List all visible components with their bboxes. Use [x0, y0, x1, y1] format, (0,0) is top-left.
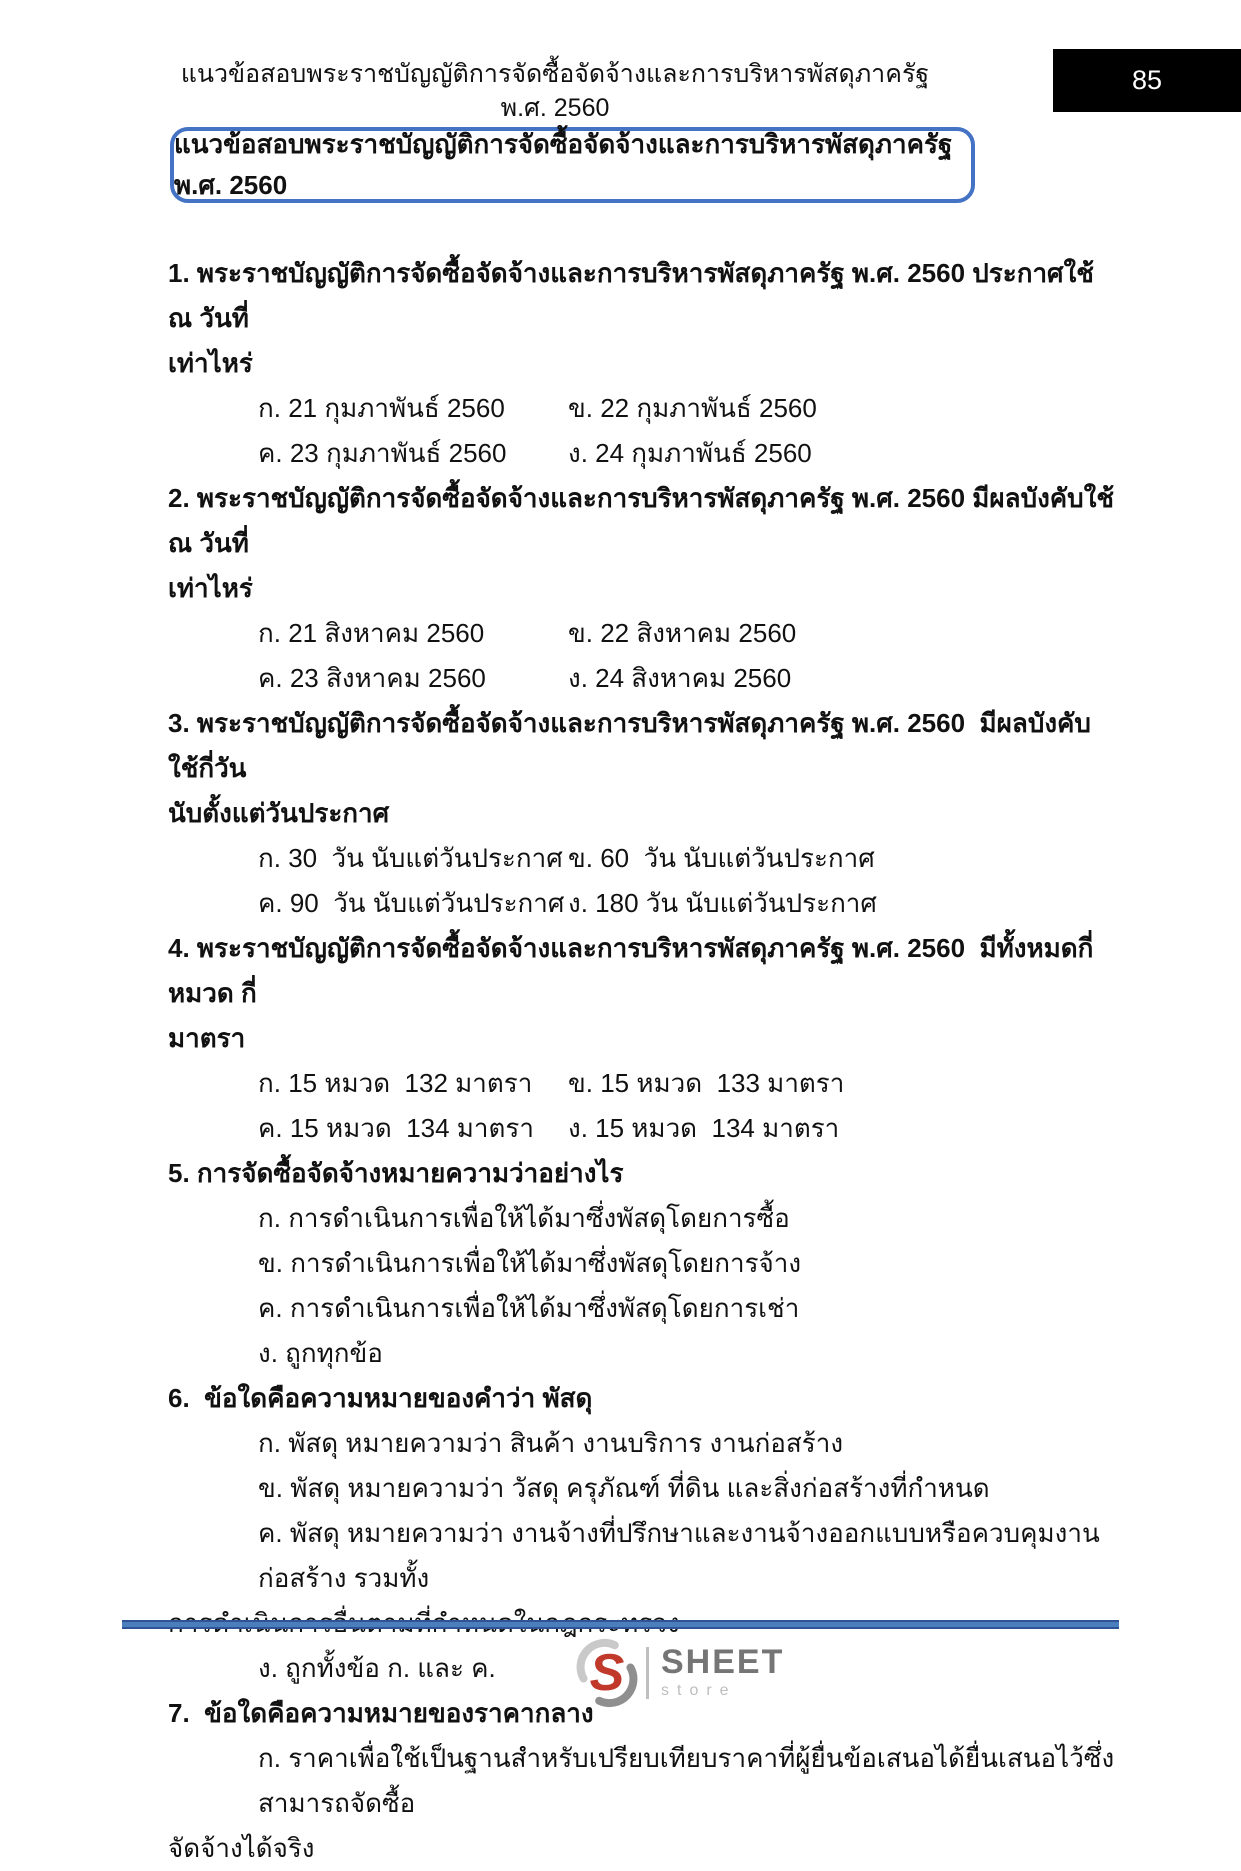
option-c: ค. 23 สิงหาคม 2560	[258, 663, 486, 693]
title-box	[170, 127, 975, 203]
question-4	[168, 926, 1120, 1151]
option-a: ก. 21 สิงหาคม 2560	[258, 618, 485, 648]
question-text-line: 7. ข้อใดคือความหมายของราคากลาง	[168, 1698, 594, 1728]
logo-letter: S	[589, 1644, 625, 1702]
question-text-line: เท่าไหร่	[168, 573, 253, 603]
option-c: ค. พัสดุ หมายความว่า งานจ้างที่ปรึกษาและงานจ้างออกแบบหรือควบคุมงานก่อสร้าง รวมทั้ง	[258, 1518, 1100, 1593]
page-header-title: แนวข้อสอบพระราชบัญญัติการจัดซื้อจัดจ้างและการบริหารพัสดุภาครัฐ พ.ศ. 2560	[180, 60, 937, 122]
options-row	[168, 881, 1120, 926]
options-row	[168, 1061, 1120, 1106]
question-1	[168, 251, 1120, 476]
question-text-line: 4. พระราชบัญญัติการจัดซื้อจัดจ้างและการบริหารพัสดุภาครัฐ พ.ศ. 2560 มีทั้งหมดกี่หมวด กี่	[168, 933, 1094, 1008]
page-number: 85	[1131, 65, 1163, 95]
options-row	[168, 1106, 1120, 1151]
option-b: ข. 22 กุมภาพันธ์ 2560	[568, 393, 817, 423]
logo-subtitle: store	[661, 1682, 737, 1699]
option-b: ข. 15 หมวด 133 มาตรา	[568, 1068, 845, 1098]
option-c: ค. 23 กุมภาพันธ์ 2560	[258, 438, 507, 468]
question-text-line: 2. พระราชบัญญัติการจัดซื้อจัดจ้างและการบริหารพัสดุภาครัฐ พ.ศ. 2560 มีผลบังคับใช้ ณ วันที่	[168, 483, 1122, 558]
option-c: ค. 90 วัน นับแต่วันประกาศ	[258, 888, 565, 918]
option-a: ก. ราคาเพื่อใช้เป็นฐานสำหรับเปรียบเทียบราคาที่ผู้ยื่นข้อเสนอได้ยื่นเสนอไว้ซึ่งสามารถจัดซื้อ	[258, 1743, 1115, 1818]
option-b: ข. 60 วัน นับแต่วันประกาศ	[568, 843, 875, 873]
question-text-line: เท่าไหร่	[168, 348, 253, 378]
option-b: ข. การดำเนินการเพื่อให้ได้มาซึ่งพัสดุโดยการจ้าง	[258, 1248, 802, 1278]
options-row	[168, 656, 1120, 701]
option-a-continuation: จัดจ้างได้จริง	[168, 1833, 315, 1863]
question-text-line: มาตรา	[168, 1023, 246, 1053]
option-d: ง. ถูกทั้งข้อ ก. และ ค.	[258, 1653, 496, 1683]
title-box-text: แนวข้อสอบพระราชบัญญัติการจัดซื้อจัดจ้างและการบริหารพัสดุภาครัฐ พ.ศ. 2560	[174, 129, 960, 200]
option-a: ก. พัสดุ หมายความว่า สินค้า งานบริการ งานก่อสร้าง	[258, 1428, 844, 1458]
logo-text-column	[661, 1645, 784, 1701]
options-row	[168, 386, 1120, 431]
footer-divider-line	[122, 1620, 1119, 1629]
option-a: ก. 15 หมวด 132 มาตรา	[258, 1068, 533, 1098]
option-c: ค. 15 หมวด 134 มาตรา	[258, 1113, 534, 1143]
option-a: ก. 30 วัน นับแต่วันประกาศ	[258, 843, 563, 873]
question-2	[168, 476, 1120, 701]
options-row	[168, 836, 1120, 881]
question-5	[168, 1151, 1120, 1376]
option-d: ง. 24 กุมภาพันธ์ 2560	[568, 438, 812, 468]
question-text-line: นับตั้งแต่วันประกาศ	[168, 798, 390, 828]
option-b: ข. 22 สิงหาคม 2560	[568, 618, 797, 648]
options-row	[168, 611, 1120, 656]
question-3	[168, 701, 1120, 926]
sheet-store-logo	[576, 1640, 784, 1706]
question-text-line: 1. พระราชบัญญัติการจัดซื้อจัดจ้างและการบริหารพัสดุภาครัฐ พ.ศ. 2560 ประกาศใช้ ณ วันที่	[168, 258, 1102, 333]
question-text-line: 6. ข้อใดคือความหมายของคำว่า พัสดุ	[168, 1383, 593, 1413]
logo-title: SHEET	[661, 1643, 785, 1681]
option-a: ก. 21 กุมภาพันธ์ 2560	[258, 393, 505, 423]
option-a: ก. การดำเนินการเพื่อให้ได้มาซึ่งพัสดุโดยการซื้อ	[258, 1203, 790, 1233]
question-7	[168, 1691, 1120, 1871]
option-d: ง. ถูกทุกข้อ	[258, 1338, 383, 1368]
page-number-badge	[1053, 49, 1241, 112]
logo-s-icon	[576, 1640, 638, 1706]
question-text-line: 3. พระราชบัญญัติการจัดซื้อจัดจ้างและการบริหารพัสดุภาครัฐ พ.ศ. 2560 มีผลบังคับใช้กี่วัน	[168, 708, 1091, 783]
option-d: ง. 15 หมวด 134 มาตรา	[568, 1113, 840, 1143]
option-d: ง. 180 วัน นับแต่วันประกาศ	[568, 888, 877, 918]
option-b: ข. พัสดุ หมายความว่า วัสดุ ครุภัณฑ์ ที่ดิน และสิ่งก่อสร้างที่กำหนด	[258, 1473, 990, 1503]
option-d: ง. 24 สิงหาคม 2560	[568, 663, 792, 693]
logo-divider	[646, 1647, 649, 1699]
option-c: ค. การดำเนินการเพื่อให้ได้มาซึ่งพัสดุโดยการเช่า	[258, 1293, 800, 1323]
question-text-line: 5. การจัดซื้อจัดจ้างหมายความว่าอย่างไร	[168, 1158, 624, 1188]
options-row	[168, 431, 1120, 476]
